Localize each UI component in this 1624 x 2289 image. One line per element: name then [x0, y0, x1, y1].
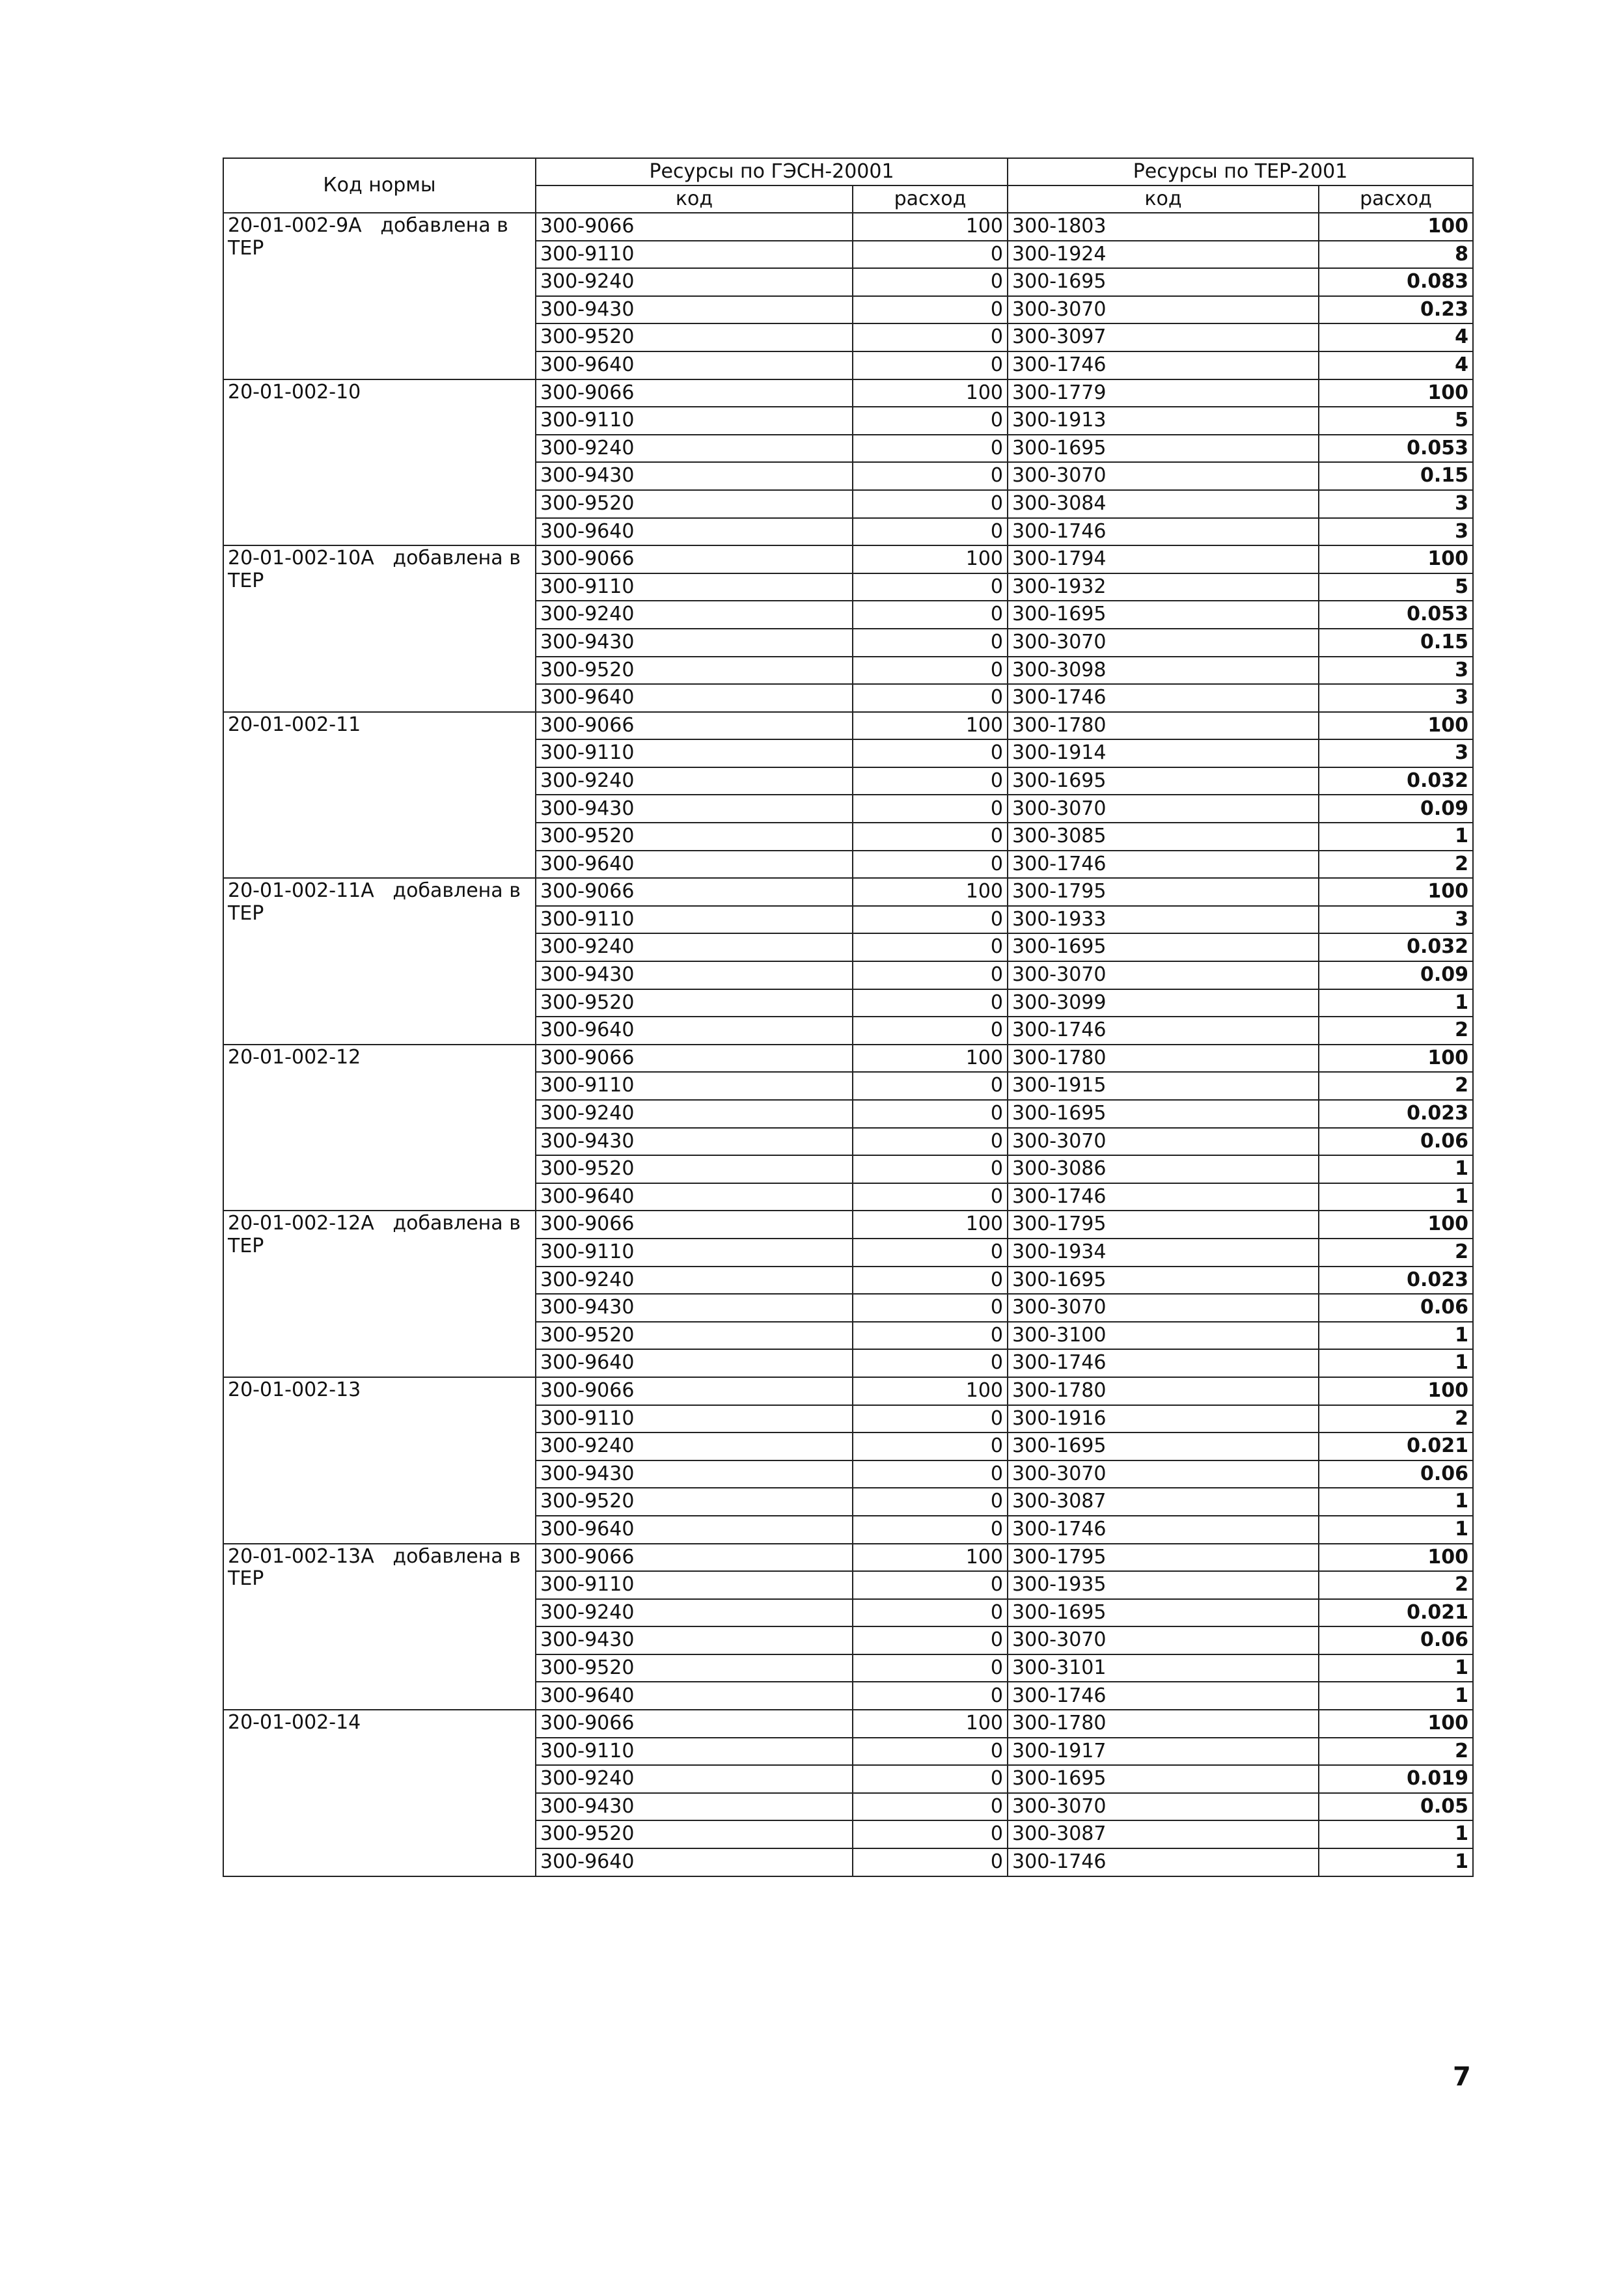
ter-code-cell: 300-3099 [1008, 989, 1319, 1017]
resource-table [223, 158, 1474, 1877]
ter-rate-cell: 2 [1319, 1738, 1473, 1766]
ter-rate-cell: 0.021 [1319, 1432, 1473, 1460]
gesn-code-cell: 300-9066 [536, 1544, 853, 1572]
ter-rate-cell: 100 [1319, 1377, 1473, 1405]
ter-code-cell: 300-1916 [1008, 1405, 1319, 1433]
gesn-code-cell: 300-9110 [536, 1571, 853, 1599]
gesn-code-cell: 300-9110 [536, 906, 853, 934]
ter-rate-cell: 1 [1319, 1322, 1473, 1350]
ter-rate-cell: 1 [1319, 1682, 1473, 1710]
norm-code: 20-01-002-9А [228, 214, 362, 237]
ter-code-cell: 300-1746 [1008, 1349, 1319, 1377]
ter-rate-cell: 100 [1319, 213, 1473, 241]
ter-code-cell: 300-3084 [1008, 490, 1319, 518]
ter-code-cell: 300-3098 [1008, 657, 1319, 685]
gesn-rate-cell: 100 [853, 1710, 1008, 1738]
gesn-code-cell: 300-9520 [536, 1155, 853, 1183]
ter-code-cell: 300-1917 [1008, 1738, 1319, 1766]
gesn-code-cell: 300-9240 [536, 1432, 853, 1460]
ter-code-cell: 300-1695 [1008, 435, 1319, 463]
ter-code-cell: 300-3100 [1008, 1322, 1319, 1350]
norm-code-cell [223, 379, 536, 546]
ter-rate-cell: 3 [1319, 739, 1473, 767]
gesn-code-cell: 300-9066 [536, 213, 853, 241]
gesn-code-cell: 300-9066 [536, 712, 853, 740]
gesn-code-cell: 300-9066 [536, 1045, 853, 1073]
ter-code-cell: 300-3070 [1008, 296, 1319, 324]
gesn-code-cell: 300-9520 [536, 1322, 853, 1350]
gesn-rate-cell: 0 [853, 1460, 1008, 1488]
gesn-code-cell: 300-9066 [536, 878, 853, 906]
norm-code-cell [223, 213, 536, 379]
gesn-code-cell: 300-9640 [536, 1017, 853, 1045]
ter-rate-cell: 0.09 [1319, 961, 1473, 989]
norm-code-cell [223, 1211, 536, 1377]
gesn-code-cell: 300-9240 [536, 601, 853, 629]
gesn-code-cell: 300-9430 [536, 1626, 853, 1654]
gesn-resources-header: Ресурсы по ГЭСН-20001 [536, 158, 1008, 185]
ter-code-cell: 300-1935 [1008, 1571, 1319, 1599]
gesn-code-cell: 300-9640 [536, 351, 853, 379]
gesn-code-cell: 300-9066 [536, 1211, 853, 1239]
ter-rate-cell: 5 [1319, 407, 1473, 435]
ter-code-cell: 300-1924 [1008, 241, 1319, 269]
ter-rate-cell: 1 [1319, 1155, 1473, 1183]
ter-code-cell: 300-1746 [1008, 851, 1319, 879]
gesn-code-cell: 300-9066 [536, 1377, 853, 1405]
gesn-rate-cell: 0 [853, 1294, 1008, 1322]
gesn-rate-cell: 0 [853, 490, 1008, 518]
ter-code-cell: 300-1780 [1008, 1710, 1319, 1738]
ter-rate-cell: 0.032 [1319, 767, 1473, 795]
gesn-rate-cell: 0 [853, 1488, 1008, 1516]
ter-code-cell: 300-1746 [1008, 351, 1319, 379]
gesn-rate-cell: 0 [853, 1654, 1008, 1682]
gesn-rate-cell: 0 [853, 1100, 1008, 1128]
gesn-code-cell: 300-9430 [536, 296, 853, 324]
gesn-code-cell: 300-9066 [536, 379, 853, 407]
gesn-code-cell: 300-9640 [536, 851, 853, 879]
ter-code-cell: 300-1780 [1008, 1045, 1319, 1073]
norm-code: 20-01-002-10 [228, 380, 361, 404]
gesn-code-cell: 300-9430 [536, 1294, 853, 1322]
ter-rate-cell: 2 [1319, 1239, 1473, 1267]
gesn-rate-cell: 0 [853, 1072, 1008, 1100]
ter-rate-cell: 0.06 [1319, 1128, 1473, 1156]
ter-rate-cell: 0.15 [1319, 462, 1473, 490]
gesn-code-cell: 300-9110 [536, 1072, 853, 1100]
gesn-rate-cell: 0 [853, 1599, 1008, 1627]
gesn-rate-cell: 0 [853, 435, 1008, 463]
ter-rate-cell: 4 [1319, 323, 1473, 351]
gesn-rate-cell: 0 [853, 1349, 1008, 1377]
ter-rate-cell: 1 [1319, 1349, 1473, 1377]
gesn-code-cell: 300-9520 [536, 1654, 853, 1682]
gesn-rate-cell: 0 [853, 906, 1008, 934]
gesn-rate-cell: 100 [853, 878, 1008, 906]
ter-rate-cell: 3 [1319, 518, 1473, 546]
gesn-code-cell: 300-9240 [536, 1100, 853, 1128]
ter-rate-cell: 0.023 [1319, 1100, 1473, 1128]
gesn-rate-cell: 0 [853, 462, 1008, 490]
table-row [223, 545, 1473, 573]
ter-rate-cell: 100 [1319, 1544, 1473, 1572]
gesn-code-cell: 300-9520 [536, 323, 853, 351]
gesn-rate-cell: 0 [853, 629, 1008, 657]
ter-code-cell: 300-3070 [1008, 961, 1319, 989]
ter-code-cell: 300-3070 [1008, 1460, 1319, 1488]
norm-note: добавлена в ТЕР [228, 879, 521, 925]
ter-code-cell: 300-1695 [1008, 933, 1319, 961]
ter-rate-cell: 1 [1319, 1654, 1473, 1682]
gesn-code-cell: 300-9430 [536, 1793, 853, 1821]
gesn-code-cell: 300-9640 [536, 1848, 853, 1876]
ter-code-cell: 300-3070 [1008, 629, 1319, 657]
ter-rate-cell: 1 [1319, 1820, 1473, 1848]
ter-code-cell: 300-1780 [1008, 712, 1319, 740]
norm-code-cell [223, 1377, 536, 1544]
gesn-code-cell: 300-9110 [536, 1239, 853, 1267]
gesn-rate-cell: 0 [853, 268, 1008, 296]
gesn-rate-cell: 0 [853, 1239, 1008, 1267]
ter-rate-cell: 8 [1319, 241, 1473, 269]
ter-rate-cell: 0.053 [1319, 601, 1473, 629]
table-row [223, 379, 1473, 407]
gesn-code-header: код [536, 185, 853, 213]
norm-code: 20-01-002-13А [228, 1544, 374, 1568]
gesn-rate-cell: 0 [853, 1405, 1008, 1433]
gesn-code-cell: 300-9240 [536, 435, 853, 463]
norm-code-cell [223, 712, 536, 879]
ter-code-cell: 300-1795 [1008, 1544, 1319, 1572]
ter-code-cell: 300-1746 [1008, 1516, 1319, 1544]
ter-code-cell: 300-1695 [1008, 1100, 1319, 1128]
ter-rate-cell: 100 [1319, 1211, 1473, 1239]
ter-rate-cell: 2 [1319, 1017, 1473, 1045]
table-row [223, 712, 1473, 740]
ter-rate-cell: 0.083 [1319, 268, 1473, 296]
ter-rate-cell: 3 [1319, 684, 1473, 712]
ter-rate-cell: 3 [1319, 906, 1473, 934]
ter-code-cell: 300-3070 [1008, 795, 1319, 823]
gesn-rate-cell: 100 [853, 712, 1008, 740]
gesn-rate-cell: 100 [853, 1377, 1008, 1405]
gesn-rate-cell: 0 [853, 1322, 1008, 1350]
gesn-rate-cell: 0 [853, 1155, 1008, 1183]
gesn-code-cell: 300-9240 [536, 767, 853, 795]
gesn-rate-cell: 0 [853, 1793, 1008, 1821]
gesn-rate-cell: 0 [853, 823, 1008, 851]
ter-rate-cell: 0.06 [1319, 1460, 1473, 1488]
gesn-code-cell: 300-9110 [536, 1405, 853, 1433]
ter-code-cell: 300-3070 [1008, 1793, 1319, 1821]
norm-code: 20-01-002-11А [228, 879, 374, 903]
ter-code-cell: 300-1914 [1008, 739, 1319, 767]
gesn-rate-cell: 0 [853, 795, 1008, 823]
gesn-code-cell: 300-9520 [536, 1820, 853, 1848]
gesn-code-cell: 300-9430 [536, 961, 853, 989]
ter-code-cell: 300-1695 [1008, 1432, 1319, 1460]
gesn-rate-cell: 0 [853, 1848, 1008, 1876]
ter-code-cell: 300-1695 [1008, 268, 1319, 296]
norm-code: 20-01-002-11 [228, 713, 361, 736]
ter-code-cell: 300-1803 [1008, 213, 1319, 241]
ter-rate-cell: 100 [1319, 545, 1473, 573]
ter-rate-cell: 1 [1319, 823, 1473, 851]
ter-rate-cell: 100 [1319, 712, 1473, 740]
norm-code: 20-01-002-12А [228, 1212, 374, 1235]
ter-code-header: код [1008, 185, 1319, 213]
gesn-code-cell: 300-9430 [536, 629, 853, 657]
ter-code-cell: 300-1934 [1008, 1239, 1319, 1267]
gesn-rate-cell: 0 [853, 1516, 1008, 1544]
gesn-code-cell: 300-9640 [536, 518, 853, 546]
gesn-rate-cell: 0 [853, 1432, 1008, 1460]
ter-rate-cell: 1 [1319, 1488, 1473, 1516]
ter-rate-cell: 0.06 [1319, 1294, 1473, 1322]
gesn-rate-cell: 0 [853, 1765, 1008, 1793]
ter-code-cell: 300-1915 [1008, 1072, 1319, 1100]
norm-code-cell [223, 545, 536, 712]
ter-rate-cell: 4 [1319, 351, 1473, 379]
gesn-rate-cell: 0 [853, 1820, 1008, 1848]
gesn-rate-cell: 0 [853, 323, 1008, 351]
ter-rate-cell: 100 [1319, 878, 1473, 906]
gesn-rate-cell: 0 [853, 961, 1008, 989]
norm-note: добавлена в ТЕР [228, 547, 521, 592]
ter-rate-cell: 0.23 [1319, 296, 1473, 324]
ter-code-cell: 300-1746 [1008, 684, 1319, 712]
ter-code-cell: 300-1746 [1008, 1183, 1319, 1211]
gesn-code-cell: 300-9110 [536, 407, 853, 435]
ter-code-cell: 300-1794 [1008, 545, 1319, 573]
table-row [223, 213, 1473, 241]
gesn-code-cell: 300-9640 [536, 1183, 853, 1211]
ter-rate-cell: 0.019 [1319, 1765, 1473, 1793]
ter-code-cell: 300-3070 [1008, 1294, 1319, 1322]
gesn-rate-cell: 0 [853, 739, 1008, 767]
ter-rate-cell: 0.15 [1319, 629, 1473, 657]
gesn-code-cell: 300-9520 [536, 823, 853, 851]
gesn-rate-cell: 0 [853, 1571, 1008, 1599]
table-row [223, 878, 1473, 906]
ter-rate-cell: 3 [1319, 490, 1473, 518]
ter-resources-header: Ресурсы по ТЕР-2001 [1008, 158, 1473, 185]
ter-code-cell: 300-1695 [1008, 1599, 1319, 1627]
ter-code-cell: 300-3101 [1008, 1654, 1319, 1682]
table-row [223, 1211, 1473, 1239]
table-row [223, 1544, 1473, 1572]
gesn-code-cell: 300-9110 [536, 1738, 853, 1766]
ter-code-cell: 300-3085 [1008, 823, 1319, 851]
ter-code-cell: 300-1746 [1008, 1848, 1319, 1876]
gesn-rate-cell: 0 [853, 241, 1008, 269]
ter-rate-cell: 100 [1319, 379, 1473, 407]
gesn-rate-cell: 0 [853, 296, 1008, 324]
gesn-rate-cell: 0 [853, 407, 1008, 435]
ter-code-cell: 300-3070 [1008, 1128, 1319, 1156]
gesn-rate-cell: 0 [853, 1017, 1008, 1045]
ter-code-cell: 300-1779 [1008, 379, 1319, 407]
gesn-code-cell: 300-9240 [536, 1599, 853, 1627]
gesn-code-cell: 300-9640 [536, 684, 853, 712]
gesn-rate-cell: 100 [853, 1045, 1008, 1073]
ter-code-cell: 300-1780 [1008, 1377, 1319, 1405]
ter-code-cell: 300-1933 [1008, 906, 1319, 934]
gesn-rate-cell: 0 [853, 989, 1008, 1017]
norm-code-header: Код нормы [223, 158, 536, 213]
ter-code-cell: 300-1746 [1008, 1682, 1319, 1710]
ter-code-cell: 300-1795 [1008, 878, 1319, 906]
table-row [223, 1045, 1473, 1073]
gesn-rate-cell: 0 [853, 684, 1008, 712]
gesn-rate-header: расход [853, 185, 1008, 213]
gesn-rate-cell: 100 [853, 1211, 1008, 1239]
gesn-code-cell: 300-9520 [536, 490, 853, 518]
gesn-code-cell: 300-9640 [536, 1682, 853, 1710]
gesn-code-cell: 300-9240 [536, 933, 853, 961]
gesn-code-cell: 300-9430 [536, 1128, 853, 1156]
ter-rate-cell: 0.05 [1319, 1793, 1473, 1821]
gesn-code-cell: 300-9430 [536, 1460, 853, 1488]
table-header [223, 158, 1473, 213]
ter-rate-cell: 2 [1319, 1405, 1473, 1433]
norm-code: 20-01-002-13 [228, 1378, 361, 1401]
gesn-code-cell: 300-9066 [536, 1710, 853, 1738]
gesn-rate-cell: 100 [853, 545, 1008, 573]
gesn-rate-cell: 0 [853, 1267, 1008, 1295]
norm-code: 20-01-002-14 [228, 1711, 361, 1734]
ter-rate-cell: 0.021 [1319, 1599, 1473, 1627]
ter-rate-cell: 3 [1319, 657, 1473, 685]
ter-rate-cell: 0.09 [1319, 795, 1473, 823]
ter-rate-cell: 2 [1319, 1072, 1473, 1100]
ter-code-cell: 300-1795 [1008, 1211, 1319, 1239]
gesn-code-cell: 300-9520 [536, 989, 853, 1017]
ter-rate-cell: 5 [1319, 573, 1473, 601]
gesn-code-cell: 300-9520 [536, 657, 853, 685]
ter-code-cell: 300-1695 [1008, 1267, 1319, 1295]
gesn-rate-cell: 100 [853, 1544, 1008, 1572]
gesn-rate-cell: 0 [853, 767, 1008, 795]
norm-code: 20-01-002-12 [228, 1045, 361, 1069]
gesn-rate-cell: 0 [853, 1738, 1008, 1766]
gesn-code-cell: 300-9110 [536, 739, 853, 767]
gesn-rate-cell: 0 [853, 1128, 1008, 1156]
ter-rate-header: расход [1319, 185, 1473, 213]
gesn-rate-cell: 0 [853, 351, 1008, 379]
ter-rate-cell: 0.023 [1319, 1267, 1473, 1295]
ter-rate-cell: 1 [1319, 989, 1473, 1017]
norm-code-cell [223, 1045, 536, 1211]
ter-code-cell: 300-3070 [1008, 1626, 1319, 1654]
ter-code-cell: 300-3087 [1008, 1488, 1319, 1516]
ter-rate-cell: 2 [1319, 1571, 1473, 1599]
gesn-code-cell: 300-9240 [536, 1267, 853, 1295]
gesn-rate-cell: 0 [853, 1682, 1008, 1710]
gesn-rate-cell: 0 [853, 1183, 1008, 1211]
table-row [223, 1710, 1473, 1738]
gesn-code-cell: 300-9066 [536, 545, 853, 573]
norm-code-cell [223, 878, 536, 1045]
ter-code-cell: 300-1695 [1008, 1765, 1319, 1793]
gesn-rate-cell: 0 [853, 573, 1008, 601]
ter-code-cell: 300-1932 [1008, 573, 1319, 601]
ter-rate-cell: 0.032 [1319, 933, 1473, 961]
ter-rate-cell: 1 [1319, 1183, 1473, 1211]
gesn-rate-cell: 100 [853, 213, 1008, 241]
table-row [223, 1377, 1473, 1405]
ter-code-cell: 300-1695 [1008, 601, 1319, 629]
gesn-rate-cell: 0 [853, 657, 1008, 685]
gesn-rate-cell: 0 [853, 851, 1008, 879]
gesn-code-cell: 300-9430 [536, 462, 853, 490]
gesn-rate-cell: 0 [853, 518, 1008, 546]
gesn-code-cell: 300-9430 [536, 795, 853, 823]
norm-note: добавлена в ТЕР [228, 1544, 521, 1590]
norm-note: добавлена в ТЕР [228, 214, 508, 260]
ter-code-cell: 300-3097 [1008, 323, 1319, 351]
ter-code-cell: 300-3086 [1008, 1155, 1319, 1183]
norm-note: добавлена в ТЕР [228, 1212, 521, 1257]
ter-code-cell: 300-1746 [1008, 518, 1319, 546]
ter-code-cell: 300-1913 [1008, 407, 1319, 435]
gesn-rate-cell: 100 [853, 379, 1008, 407]
gesn-rate-cell: 0 [853, 1626, 1008, 1654]
gesn-code-cell: 300-9240 [536, 1765, 853, 1793]
gesn-code-cell: 300-9640 [536, 1516, 853, 1544]
gesn-code-cell: 300-9520 [536, 1488, 853, 1516]
gesn-rate-cell: 0 [853, 933, 1008, 961]
gesn-code-cell: 300-9110 [536, 241, 853, 269]
page-number: 7 [1453, 2062, 1471, 2092]
ter-rate-cell: 1 [1319, 1516, 1473, 1544]
norm-code: 20-01-002-10А [228, 547, 374, 570]
ter-rate-cell: 0.06 [1319, 1626, 1473, 1654]
norm-code-cell [223, 1544, 536, 1710]
ter-code-cell: 300-1746 [1008, 1017, 1319, 1045]
ter-rate-cell: 100 [1319, 1045, 1473, 1073]
ter-rate-cell: 0.053 [1319, 435, 1473, 463]
ter-rate-cell: 100 [1319, 1710, 1473, 1738]
gesn-code-cell: 300-9240 [536, 268, 853, 296]
gesn-rate-cell: 0 [853, 601, 1008, 629]
ter-rate-cell: 2 [1319, 851, 1473, 879]
gesn-code-cell: 300-9110 [536, 573, 853, 601]
ter-code-cell: 300-3070 [1008, 462, 1319, 490]
ter-code-cell: 300-3087 [1008, 1820, 1319, 1848]
table-body [223, 213, 1473, 1876]
ter-rate-cell: 1 [1319, 1848, 1473, 1876]
ter-code-cell: 300-1695 [1008, 767, 1319, 795]
norm-code-cell [223, 1710, 536, 1876]
gesn-code-cell: 300-9640 [536, 1349, 853, 1377]
